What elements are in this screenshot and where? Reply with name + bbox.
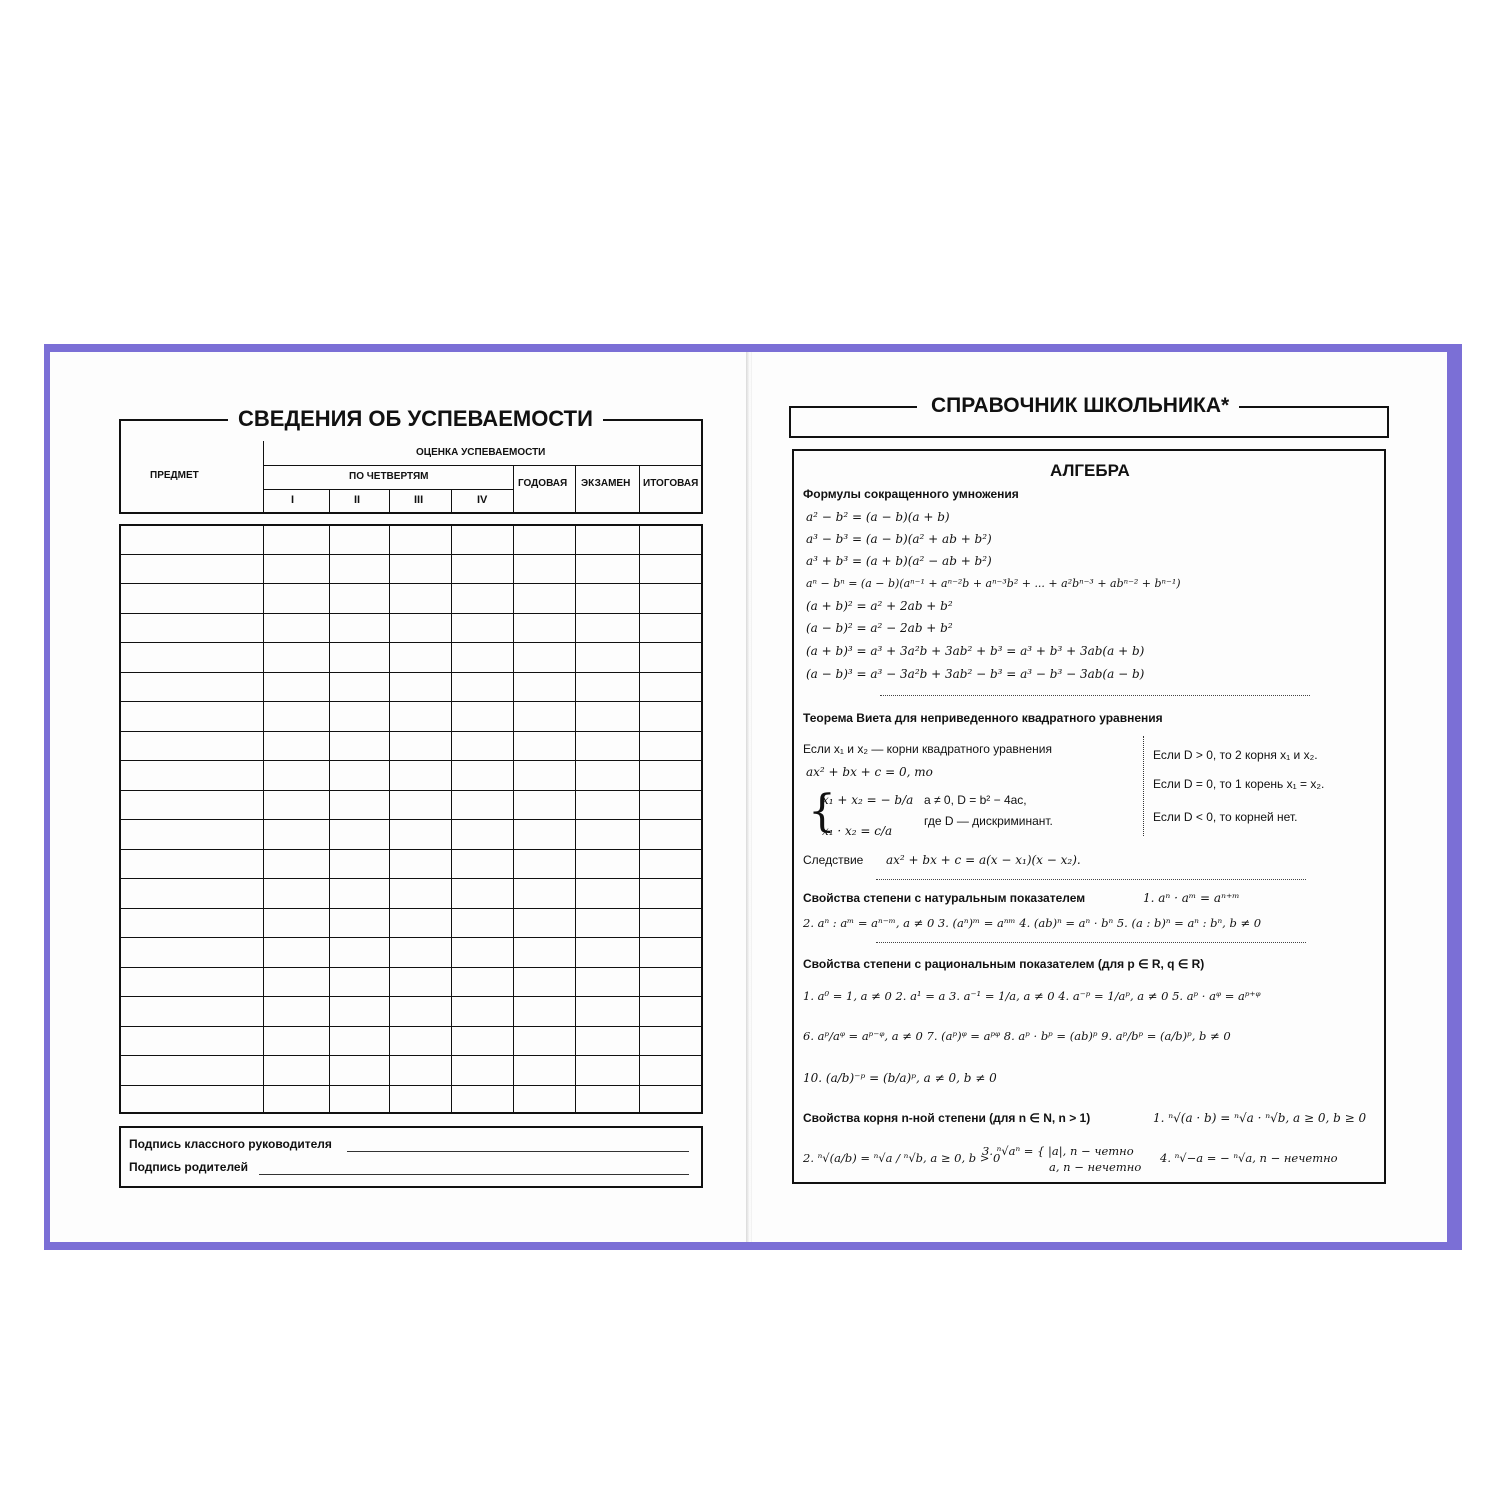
table-column-line (329, 524, 330, 1114)
header-yearly: ГОДОВАЯ (518, 478, 568, 489)
vieta-condition: a ≠ 0, D = b² − 4ac, (924, 793, 1027, 807)
left-page-title: СВЕДЕНИЯ ОБ УСПЕВАЕМОСТИ (228, 406, 603, 432)
vieta-d-zero: Если D = 0, то 1 корень x₁ = x₂. (1153, 777, 1325, 791)
formula: (a + b)² = a² + 2ab + b² (806, 599, 953, 613)
header-final: ИТОГОВАЯ (643, 478, 699, 489)
root-prop-4: 4. ⁿ√−a = − ⁿ√a, n − нечетно (1160, 1151, 1338, 1165)
table-row-line (119, 613, 703, 614)
table-row-line (119, 790, 703, 791)
header-divider (263, 489, 513, 490)
formula: a² − b² = (a − b)(a + b) (806, 510, 950, 524)
table-column-line (389, 524, 390, 1114)
table-row-line (119, 967, 703, 968)
formula: (a − b)³ = a³ − 3a²b + 3ab² − b³ = a³ − b³ − 3ab(a − b) (806, 667, 1145, 681)
table-row-line (119, 819, 703, 820)
vieta-discriminant-note: где D — дискриминант. (924, 814, 1053, 828)
header-divider (263, 441, 264, 514)
header-quarter-2: II (354, 494, 361, 506)
rational-power-title: Свойства степени с рациональным показателем (для p ∈ R, q ∈ R) (803, 957, 1205, 971)
table-row-line (119, 642, 703, 643)
header-divider (389, 489, 390, 514)
vieta-d-negative: Если D < 0, то корней нет. (1153, 810, 1298, 824)
signature-teacher-label: Подпись классного руководителя (129, 1137, 332, 1151)
signature-teacher-line (347, 1151, 689, 1152)
table-row-line (119, 1026, 703, 1027)
header-grades: ОЦЕНКА УСПЕВАЕМОСТИ (416, 447, 546, 458)
header-quarters: ПО ЧЕТВЕРТЯМ (349, 471, 429, 482)
root-prop-1: 1. ⁿ√(a · b) = ⁿ√a · ⁿ√b, a ≥ 0, b ≥ 0 (1153, 1111, 1367, 1125)
vieta-product: x₁ · x₂ = c/a (822, 824, 893, 838)
signature-parents-line (259, 1174, 689, 1175)
table-row-line (119, 937, 703, 938)
formula: (a + b)³ = a³ + 3a²b + 3ab² + b³ = a³ + b³ + 3ab(a + b) (806, 644, 1145, 658)
table-row-line (119, 672, 703, 673)
header-divider (639, 465, 640, 514)
formula: (a − b)² = a² − 2ab + b² (806, 621, 953, 635)
table-row-line (119, 849, 703, 850)
root-title: Свойства корня n-ной степени (для n ∈ N, n > 1) (803, 1111, 1091, 1125)
table-column-line (451, 524, 452, 1114)
section-title: АЛГЕБРА (1050, 461, 1130, 480)
signature-parents-label: Подпись родителей (129, 1160, 248, 1174)
table-column-line (575, 524, 576, 1114)
section-divider (880, 695, 1310, 696)
natural-power-1: 1. aⁿ · aᵐ = aⁿ⁺ᵐ (1143, 891, 1240, 905)
vieta-intro: Если x₁ и x₂ — корни квадратного уравнения (803, 742, 1052, 756)
root-prop-3: 3. ⁿ√aⁿ = { |a|, n − четно (982, 1144, 1134, 1158)
vieta-sum: x₁ + x₂ = − b/a (822, 793, 914, 807)
table-row-line (119, 996, 703, 997)
grades-header-frame (119, 419, 703, 514)
header-divider (263, 465, 703, 466)
root-prop-2: 2. ⁿ√(a/b) = ⁿ√a / ⁿ√b, a ≥ 0, b > 0 (803, 1151, 1001, 1165)
vieta-d-positive: Если D > 0, то 2 корня x₁ и x₂. (1153, 748, 1318, 762)
rational-power-line3: 10. (a/b)⁻ᵖ = (b/a)ᵖ, a ≠ 0, b ≠ 0 (803, 1071, 997, 1085)
reference-title-rule-left (789, 406, 917, 408)
header-quarter-4: IV (477, 494, 488, 506)
natural-power-title: Свойства степени с натуральным показателем (803, 891, 1086, 905)
table-column-line (513, 524, 514, 1114)
section-divider (876, 879, 1306, 880)
formula: a³ − b³ = (a − b)(a² + ab + b²) (806, 532, 992, 546)
corollary-label: Следствие (803, 853, 864, 867)
table-row-line (119, 1055, 703, 1056)
table-row-line (119, 554, 703, 555)
vieta-divider (1143, 736, 1144, 836)
corollary-formula: ax² + bx + c = a(x − x₁)(x − x₂). (886, 853, 1081, 867)
table-row-line (119, 583, 703, 584)
formula: a³ + b³ = (a + b)(a² − ab + b²) (806, 554, 992, 568)
right-page-title: СПРАВОЧНИК ШКОЛЬНИКА* (921, 394, 1239, 418)
section-divider (876, 942, 1306, 943)
table-row-line (119, 1085, 703, 1086)
vieta-equation: ax² + bx + c = 0, то (806, 765, 933, 779)
table-column-line (639, 524, 640, 1114)
signature-frame (119, 1126, 703, 1188)
header-divider (513, 465, 514, 514)
root-prop-3b: a, n − нечетно (1049, 1160, 1142, 1174)
table-row-line (119, 760, 703, 761)
header-exam: ЭКЗАМЕН (581, 478, 631, 489)
reference-title-rule-right (1232, 406, 1389, 408)
table-row-line (119, 908, 703, 909)
natural-power-rest: 2. aⁿ : aᵐ = aⁿ⁻ᵐ, a ≠ 0 3. (aⁿ)ᵐ = aⁿᵐ 4. (ab)ⁿ = aⁿ · bⁿ 5. (a : b)ⁿ = aⁿ : bⁿ, b ≠ 0 (803, 916, 1262, 930)
vieta-brace: { (808, 786, 836, 837)
table-row-line (119, 701, 703, 702)
header-quarter-3: III (414, 494, 424, 506)
formula: aⁿ − bⁿ = (a − b)(aⁿ⁻¹ + aⁿ⁻²b + aⁿ⁻³b² + ... + a²bⁿ⁻³ + abⁿ⁻² + bⁿ⁻¹) (806, 577, 1181, 590)
header-divider (575, 465, 576, 514)
rational-power-line1: 1. a⁰ = 1, a ≠ 0 2. a¹ = a 3. a⁻¹ = 1/a, a ≠ 0 4. a⁻ᵖ = 1/aᵖ, a ≠ 0 5. aᵖ · aᵠ = aᵖ⁺ᵠ (803, 989, 1261, 1003)
header-subject: ПРЕДМЕТ (150, 470, 199, 481)
vieta-title: Теорема Виета для неприведенного квадратного уравнения (803, 711, 1163, 725)
header-quarter-1: I (291, 494, 295, 506)
table-row-line (119, 878, 703, 879)
table-row-line (119, 731, 703, 732)
table-column-line (263, 524, 264, 1114)
header-divider (451, 489, 452, 514)
header-divider (329, 489, 330, 514)
short-mult-title: Формулы сокращенного умножения (803, 487, 1019, 501)
rational-power-line2: 6. aᵖ/aᵠ = aᵖ⁻ᵠ, a ≠ 0 7. (aᵖ)ᵠ = aᵖᵠ 8. aᵖ · bᵖ = (ab)ᵖ 9. aᵖ/bᵖ = (a/b)ᵖ, b ≠ 0 (803, 1029, 1231, 1043)
